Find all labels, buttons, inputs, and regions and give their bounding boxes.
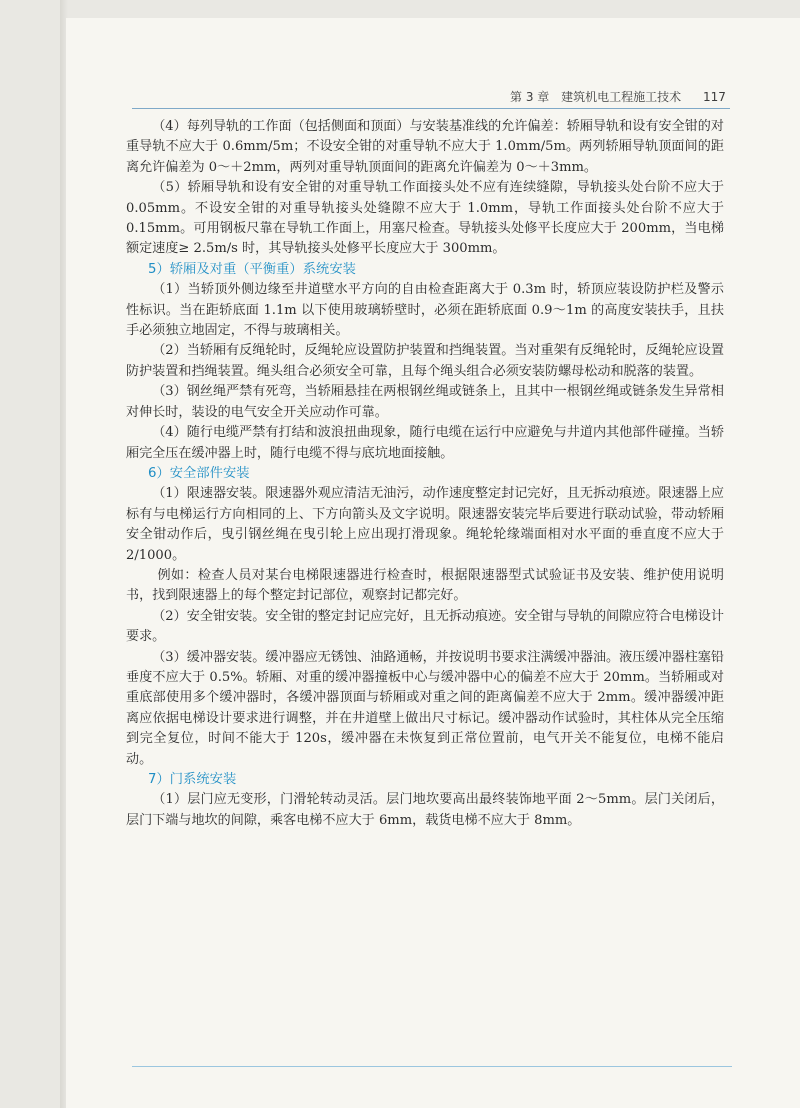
paragraph-buffer: （3）缓冲器安装。缓冲器应无锈蚀、油路通畅，并按说明书要求注满缓冲器油。液压缓冲器柱塞铅垂度不应大于 0.5%。轿厢、对重的缓冲器撞板中心与缓冲器中心的偏差不应大于 20mm。当轿厢或对重底部使用多个缓冲器时，各缓冲器顶面与轿厢或对重之间的距离偏差不应大于 2mm。缓冲器缓冲距离应依据电梯设计要求进行调整，并在井道壁上做出尺寸标记。缓冲器动作试验时，其柱体从完全压缩到完全复位，时间不能大于 120s，缓冲器在未恢复到正常位置前，电气开关不能复位，电梯不能启动。 — [126, 649, 724, 767]
paragraph-guide-rail-deviation: （4）每列导轨的工作面（包括侧面和顶面）与安装基准线的允许偏差：轿厢导轨和设有安全钳的对重导轨不应大于 0.6mm/5m；不设安全钳的对重导轨不应大于 1.0mm/5m。两列轿厢导轨顶面间的距离允许偏差为 0～＋2mm，两列对重导轨顶面间的距离允许偏差为 0～＋3mm。 — [126, 119, 724, 175]
page-body — [126, 117, 724, 831]
chapter-label: 第 3 章 — [510, 90, 550, 104]
paragraph-traveling-cable: （4）随行电缆严禁有打结和波浪扭曲现象，随行电缆在运行中应避免与井道内其他部件碰撞。当轿厢完全压在缓冲器上时，随行电缆不得与底坑地面接触。 — [126, 425, 724, 461]
section-heading-car-counterweight: 5）轿厢及对重（平衡重）系统安装 — [148, 261, 356, 277]
running-header — [510, 88, 726, 105]
paragraph-guide-rail-joint: （5）轿厢导轨和设有安全钳的对重导轨工作面接头处不应有连续缝隙，导轨接头处台阶不应大于 0.05mm。不设安全钳的对重导轨接头处缝隙不应大于 1.0mm，导轨工作面接头处台阶不应大于 0.15mm。可用钢板尺靠在导轨工作面上，用塞尺检查。导轨接头处修平长度应大于 200mm，当电梯额定速度≥ 2.5m/s 时，其导轨接头处修平长度应大于 300mm。 — [126, 180, 724, 257]
paragraph-landing-door: （1）层门应无变形，门滑轮转动灵活。层门地坎要高出最终装饰地平面 2～5mm。层门关闭后，层门下端与地坎的间隙，乘客电梯不应大于 6mm，载货电梯不应大于 8mm。 — [126, 792, 724, 828]
section-heading-safety-components: 6）安全部件安装 — [148, 465, 250, 481]
section-heading-door-system: 7）门系统安装 — [148, 772, 237, 787]
paragraph-car-top-guardrail: （1）当轿顶外侧边缘至井道壁水平方向的自由检查距离大于 0.3m 时，轿顶应装设防护栏及警示性标识。当在距轿底面 1.1m 以下使用玻璃轿壁时，必须在距轿底面 0.9～1m 的高度安装扶手，且扶手必须独立地固定，不得与玻璃相关。 — [126, 282, 724, 339]
page-number: 117 — [702, 90, 726, 104]
chapter-title: 建筑机电工程施工技术 — [561, 90, 682, 104]
bottom-rule — [132, 1066, 732, 1067]
paragraph-speed-governor: （1）限速器安装。限速器外观应清洁无油污，动作速度整定封记完好，且无拆动痕迹。限速器上应标有与电梯运行方向相同的上、下方向箭头及文字说明。限速器安装完毕后要进行联动试验，带动轿厢安全钳动作后，曳引钢丝绳在曳引轮上应出现打滑现象。绳轮轮缘端面相对水平面的垂直度不应大于 2/1000。 — [126, 486, 724, 563]
paragraph-wire-rope: （3）钢丝绳严禁有死弯，当轿厢悬挂在两根钢丝绳或链条上，且其中一根钢丝绳或链条发生异常相对伸长时，装设的电气安全开关应动作可靠。 — [126, 384, 724, 420]
paragraph-safety-gear: （2）安全钳安装。安全钳的整定封记应完好，且无拆动痕迹。安全钳与导轨的间隙应符合电梯设计要求。 — [126, 608, 724, 645]
paragraph-diverter-pulley: （2）当轿厢有反绳轮时，反绳轮应设置防护装置和挡绳装置。当对重架有反绳轮时，反绳轮应设置防护装置和挡绳装置。绳头组合必须安全可靠，且每个绳头组合必须安装防螺母松动和脱落的装置。 — [126, 343, 724, 379]
paragraph-example: 例如：检查人员对某台电梯限速器进行检查时，根据限速器型式试验证书及安装、维护使用说明书，找到限速器上的每个整定封记部位，观察封记都完好。 — [126, 567, 724, 604]
header-rule — [132, 108, 730, 109]
